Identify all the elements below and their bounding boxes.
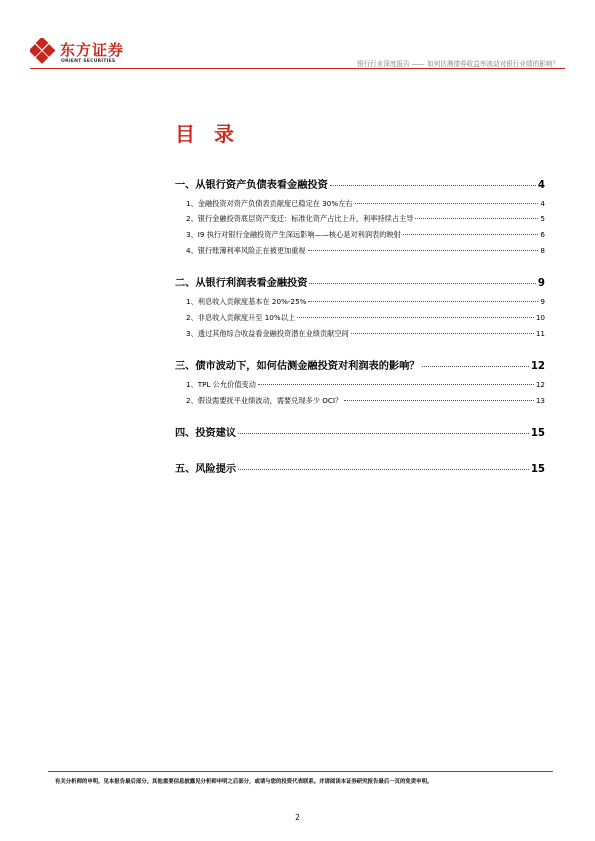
toc-page-number: 12 <box>535 380 545 389</box>
toc-entry-3-1[interactable] <box>186 380 545 390</box>
toc-leader-dots <box>403 234 539 235</box>
toc-page-number: 12 <box>530 361 545 372</box>
toc-leader-dots <box>309 283 535 284</box>
toc-entry-section-4[interactable] <box>175 424 545 439</box>
toc-entry-label: 五、风险提示 <box>175 464 237 475</box>
toc-entry-label: 4、银行账簿利率风险正在被更加重视 <box>186 246 306 255</box>
toc-entry-section-2[interactable] <box>175 274 545 289</box>
logo-chinese-name: 东方证券 <box>60 41 125 59</box>
toc-leader-dots <box>415 218 538 219</box>
toc-leader-dots <box>238 433 529 434</box>
toc-page-number: 5 <box>540 214 545 223</box>
toc-leader-dots <box>351 333 534 334</box>
toc-leader-dots <box>344 400 534 401</box>
toc-leader-dots <box>308 250 539 251</box>
toc-entry-label: 1、金融投资对资产负债表贡献度已稳定在 30%左右 <box>186 199 353 208</box>
toc-leader-dots <box>238 469 529 470</box>
toc-entry-label: 二、从银行利润表看金融投资 <box>175 278 308 289</box>
toc-entry-2-1[interactable] <box>186 297 545 307</box>
toc-entry-3-2[interactable] <box>186 396 545 406</box>
toc-entry-2-3[interactable] <box>186 329 545 339</box>
toc-entry-1-2[interactable] <box>186 214 545 224</box>
footer-disclaimer: 有关分析师的申明，见本报告最后部分。其他重要信息披露见分析师申明之后部分，或请与您的投资代表联系。并请阅读本证券研究报告最后一页的免责申明。 <box>55 779 433 785</box>
toc-entry-label: 2、非息收入贡献度升至 10%以上 <box>186 313 296 322</box>
toc-leader-dots <box>308 301 538 302</box>
toc-heading: 目 录 <box>175 122 240 146</box>
toc-entry-section-3[interactable] <box>175 357 545 372</box>
toc-entry-section-5[interactable] <box>175 460 545 475</box>
toc-leader-dots <box>330 185 536 186</box>
toc-entry-label: 2、假设需要抚平业绩波动，需要兑现多少 OCI？ <box>186 396 343 405</box>
toc-page-number: 6 <box>540 230 545 239</box>
toc-page-number: 15 <box>530 428 545 439</box>
toc-entry-label: 3、透过其他综合收益看金融投资潜在业绩贡献空间 <box>186 329 349 338</box>
logo-english-name: ORIENT SECURITIES <box>61 59 116 64</box>
toc-entry-1-4[interactable] <box>186 246 545 256</box>
footer-divider <box>48 771 553 772</box>
report-title: 银行行业深度报告 —— 如何估测债券收益率波动对银行业绩的影响？ <box>356 60 559 68</box>
toc-leader-dots <box>297 317 534 318</box>
toc-entry-2-2[interactable] <box>186 313 545 323</box>
toc-entry-1-3[interactable] <box>186 230 545 240</box>
toc-page-number: 9 <box>537 278 545 289</box>
toc-entry-section-1[interactable] <box>175 176 545 191</box>
toc-entry-label: 3、I9 执行对银行金融投资产生深远影响——核心是对利润表的映射 <box>186 230 401 239</box>
toc-entry-label: 1、利息收入贡献度基本在 20%-25% <box>186 297 307 306</box>
toc-leader-dots <box>422 366 529 367</box>
toc-page-number: 13 <box>535 396 545 405</box>
toc-entry-label: 四、投资建议 <box>175 428 237 439</box>
toc-page-number: 15 <box>530 464 545 475</box>
toc-entry-1-1[interactable] <box>186 199 545 209</box>
toc-leader-dots <box>258 384 534 385</box>
toc-page-number: 4 <box>537 180 545 191</box>
toc-page-number: 9 <box>540 297 545 306</box>
toc-entry-label: 1、TPL 公允价值变动 <box>186 380 256 389</box>
toc-page-number: 4 <box>540 199 545 208</box>
toc-entry-label: 一、从银行资产负债表看金融投资 <box>175 180 328 191</box>
toc-page-number: 11 <box>535 329 545 338</box>
toc-page-number: 10 <box>535 313 545 322</box>
diamond-logo-icon <box>30 38 56 64</box>
toc-leader-dots <box>355 203 539 204</box>
toc-entry-label: 三、债市波动下，如何估测金融投资对利润表的影响？ <box>175 361 420 372</box>
page-number: 2 <box>295 813 300 822</box>
toc-page-number: 8 <box>540 246 545 255</box>
toc-entry-label: 2、银行金融投资底层资产变迁：标准化资产占比上升，利率持续占主导 <box>186 214 414 223</box>
header-divider <box>30 68 565 69</box>
